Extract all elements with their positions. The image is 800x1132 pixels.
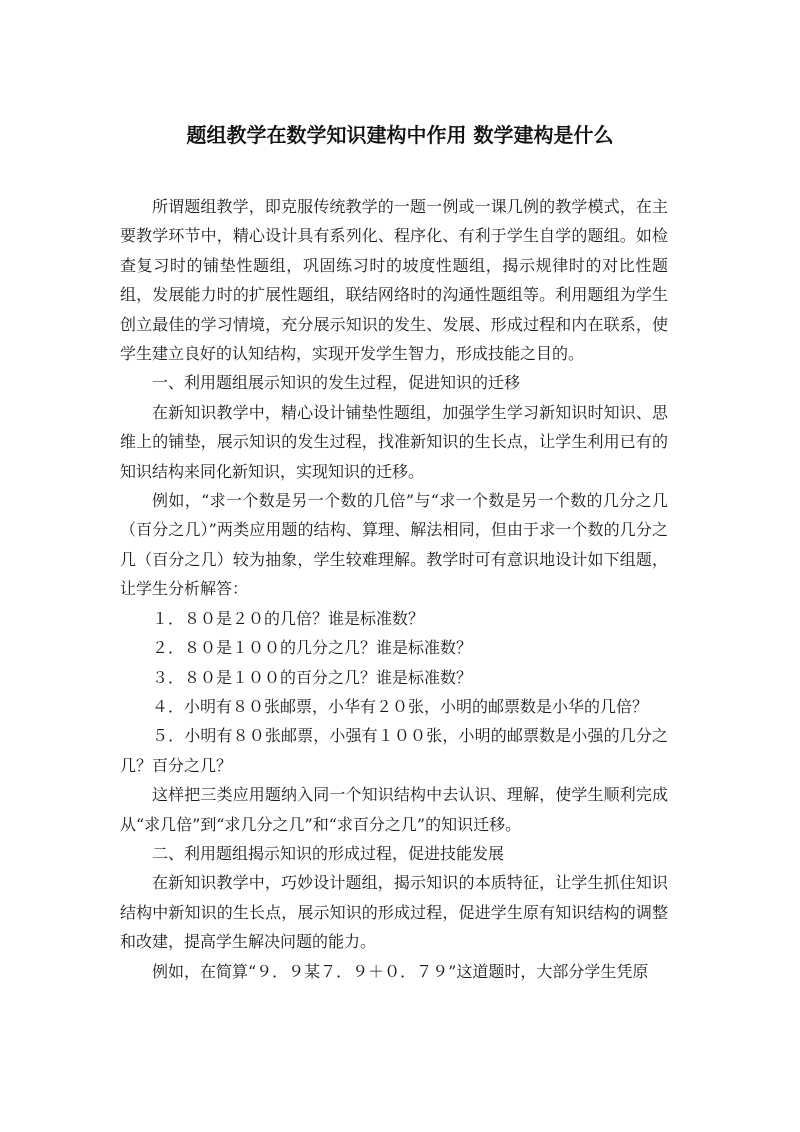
paragraph: 在新知识教学中，巧妙设计题组，揭示知识的本质特征，让学生抓住知识结构中新知识的生长点，展示知识的形成过程，促进学生原有知识结构的调整和改建，提高学生解决问题的能力。 [120,873,668,952]
document-title: 题组教学在数学知识建构中作用 数学建构是什么 [186,123,614,147]
problem-item-5: ５．小明有８０张邮票，小强有１００张，小明的邮票数是小强的几分之几？百分之几？ [120,726,668,775]
problem-item-3: ３．８０是１００的百分之几？谁是标准数？ [152,667,473,687]
section-heading-2: 二、利用题组揭示知识的形成过程，促进技能发展 [152,843,505,863]
paragraph: 在新知识教学中，精心设计铺垫性题组，加强学生学习新知识时知识、思维上的铺垫，展示知识的发生过程，找准新知识的生长点，让学生利用已有的知识结构来同化新知识，实现知识的迁移。 [120,402,668,481]
problem-item-4: ４．小明有８０张邮票，小华有２０张，小明的邮票数是小华的几倍？ [152,696,649,716]
section-heading-1: 一、利用题组展示知识的发生过程，促进知识的迁移 [152,373,521,393]
paragraph-intro: 所谓题组教学，即克服传统教学的一题一例或一课几例的教学模式，在主要教学环节中，精心设计具有系列化、程序化、有利于学生自学的题组。如检查复习时的铺垫性题组，巩固练习时的坡度性题组，揭示规律时的对比性题组，发展能力时的扩展性题组，联结网络时的沟通性题组等。利用题组为学生创立最佳的学习情境，充分展示知识的发生、发展、形成过程和内在联系，使学生建立良好的认知结构，实现开发学生智力，形成技能之目的。 [120,197,668,364]
paragraph-example: 例如，在简算“９．９某７．９＋０．７９”这道题时，大部分学生凭原 [152,961,649,981]
document-body [120,192,668,986]
problem-item-1: １．８０是２０的几倍？谁是标准数？ [152,608,425,628]
problem-item-2: ２．８０是１００的几分之几？谁是标准数？ [152,638,473,658]
paragraph-example: 例如，“求一个数是另一个数的几倍”与“求一个数是另一个数的几分之几（百分之几）”两类应用题的结构、算理、解法相同，但由于求一个数的几分之几（百分之几）较为抽象，学生较难理解。教学时可有意识地设计如下组题，让学生分析解答： [120,491,668,599]
paragraph: 这样把三类应用题纳入同一个知识结构中去认识、理解，使学生顺利完成从“求几倍”到“求几分之几”和“求百分之几”的知识迁移。 [120,785,668,834]
